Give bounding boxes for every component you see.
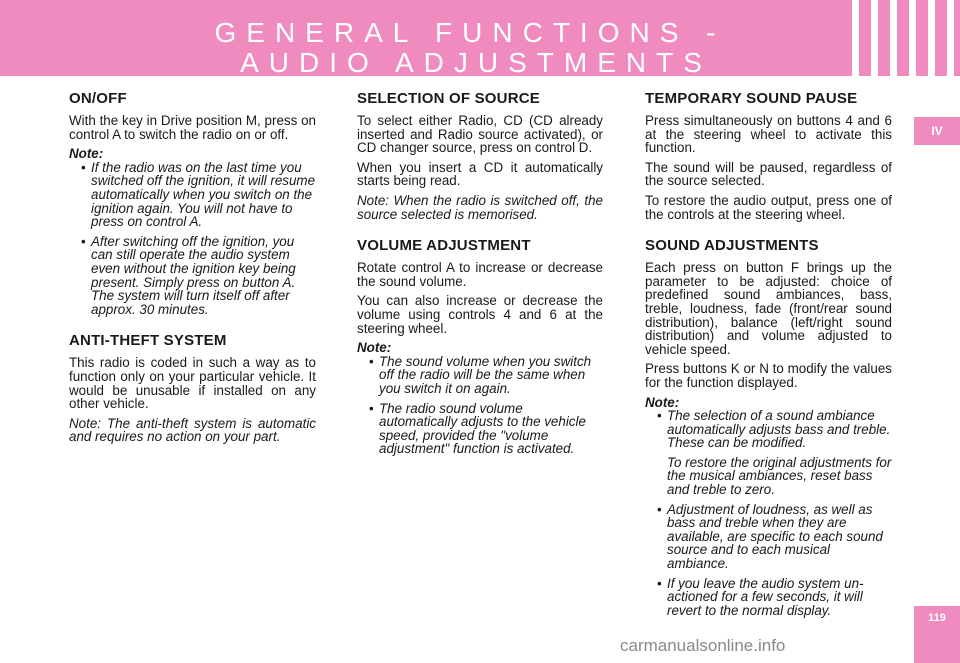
pause-paragraph-2: The sound will be paused, regardless of the source selected. (645, 159, 892, 189)
list-item: • Adjustment of loudness, as well as bass and treble when they are available, are specific to each sound source and to each musical ambiance. (657, 501, 883, 572)
list-item: • The radio sound volume automatically adjusts to the vehicle speed, provided the "volume adjustment" function is activated. (369, 400, 586, 457)
heading-selection: SELECTION OF SOURCE (357, 90, 540, 107)
chapter-tab: IV (914, 117, 960, 145)
antitheft-paragraph: This radio is coded in such a way as to function only on your particular vehicle. It would be unusable if installed on any other vehicle. (69, 355, 316, 412)
list-item: • The selection of a sound ambiance automatically adjusts bass and treble. These can be modified. (657, 408, 891, 451)
list-item: • After switching off the ignition, you can still operate the audio system even without the ignition key being present. Simply press on button A. The system will turn itself off after approx. 30 minutes. (81, 233, 296, 317)
heading-volume: VOLUME ADJUSTMENT (357, 237, 531, 255)
page-header (0, 0, 960, 76)
sound-note-list-2 (645, 503, 892, 618)
page-number: 119 (914, 606, 960, 663)
sound-note-continuation: To restore the original adjustments for the musical ambiances, reset bass and treble to zero. (667, 454, 892, 498)
pause-paragraph-3: To restore the audio output, press one of the controls at the steering wheel. (645, 192, 892, 222)
column-1 (69, 90, 316, 450)
list-item: • If you leave the audio system un-actioned for a few seconds, it will revert to the normal display. (657, 575, 864, 618)
selection-note: Note: When the radio is switched off, the source selected is memorised. (357, 192, 603, 222)
page-title-line1: GENERAL FUNCTIONS - (214, 17, 726, 48)
heading-antitheft: ANTI-THEFT SYSTEM (69, 332, 227, 350)
list-item: • The sound volume when you switch off the radio will be the same when you switch it on again. (369, 353, 592, 396)
onoff-note-label: Note: (69, 146, 104, 162)
heading-sound: SOUND ADJUSTMENTS (645, 237, 819, 255)
sound-paragraph-2: Press buttons K or N to modify the values for the function displayed. (645, 361, 892, 390)
sound-paragraph-1: Each press on button F brings up the parameter to be adjusted: choice of predefined sound ambiances, bass, treble, loudness, fade (front/rear sound distribution), balance (left/right sound distribution) and volume adjusted to vehicle speed. (645, 260, 892, 357)
sound-note-label: Note: (645, 394, 680, 410)
volume-note-list (357, 355, 603, 456)
column-2 (357, 90, 603, 462)
antitheft-note: Note: The anti-theft system is automatic and requires no action on your part. (69, 415, 316, 445)
selection-paragraph-2: When you insert a CD it automatically starts being read. (357, 159, 603, 189)
selection-paragraph-1: To select either Radio, CD (CD already inserted and Radio source activated), or CD changer source, press on control D. (357, 113, 603, 156)
volume-note-label: Note: (357, 340, 392, 356)
page-title-line2: AUDIO ADJUSTMENTS (240, 47, 712, 78)
pause-paragraph-1: Press simultaneously on buttons 4 and 6 at the steering wheel to activate this function. (645, 113, 892, 156)
list-item: • If the radio was on the last time you switched off the ignition, it will resume automatically when you switch on the ignition again. You will not have to press on control A. (81, 159, 316, 230)
sound-note-list (645, 409, 892, 450)
watermark: carmanualsonline.info (620, 636, 786, 655)
volume-paragraph-2: You can also increase or decrease the volume using controls 4 and 6 at the steering wheel. (357, 293, 603, 336)
onoff-paragraph: With the key in Drive position M, press on control A to switch the radio on or off. (69, 113, 316, 142)
heading-pause: TEMPORARY SOUND PAUSE (645, 90, 858, 107)
volume-paragraph-1: Rotate control A to increase or decrease the sound volume. (357, 260, 603, 289)
onoff-note-list (69, 161, 316, 317)
column-3 (645, 90, 892, 623)
heading-onoff: ON/OFF (69, 90, 127, 107)
